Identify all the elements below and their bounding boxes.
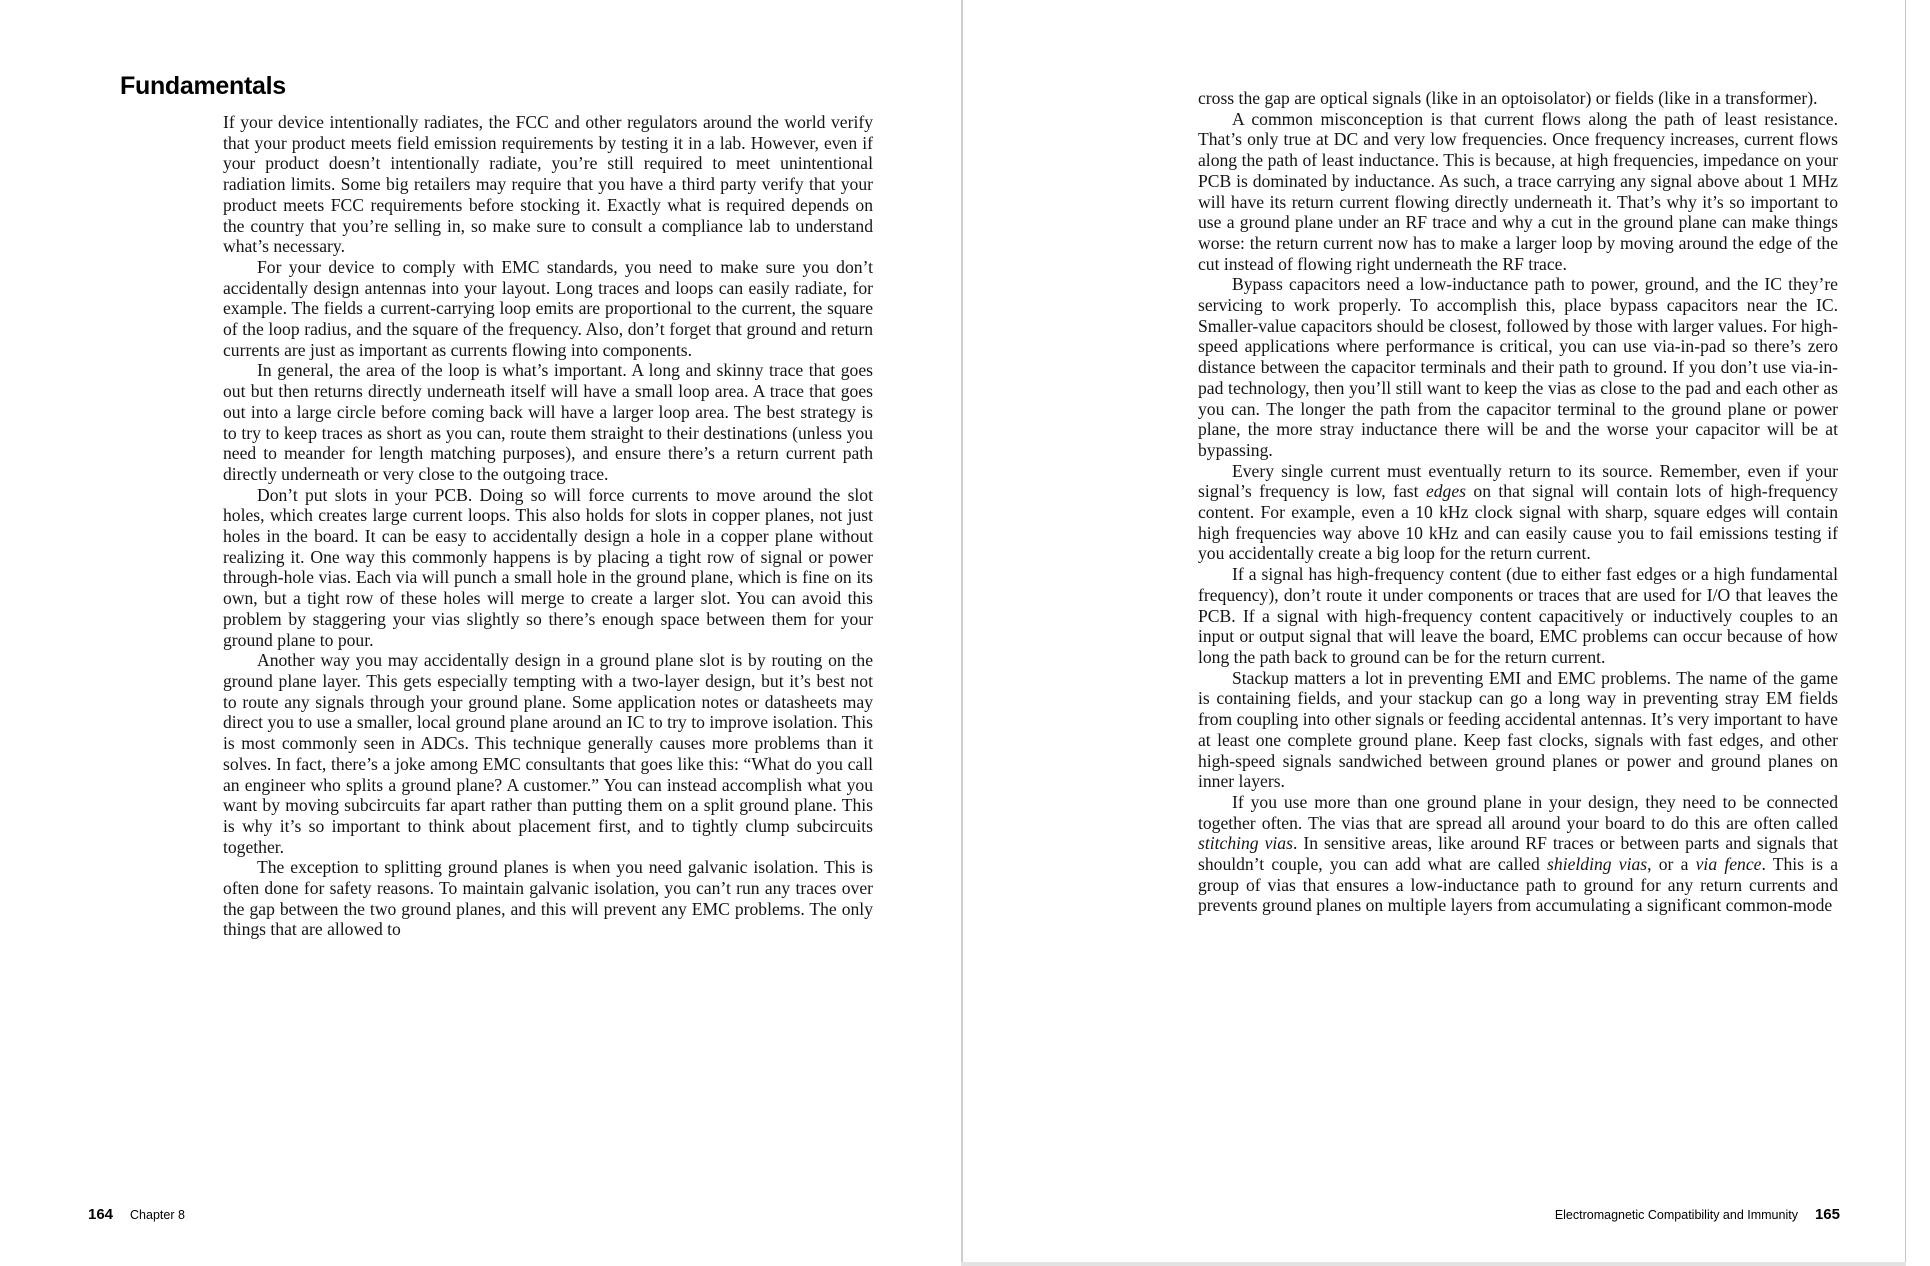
page-edge-line (1905, 0, 1906, 1266)
section-heading: Fundamentals (120, 72, 286, 100)
page-number-left: 164 (88, 1206, 114, 1223)
text-column-right (1198, 88, 1838, 916)
running-head-left: Chapter 8 (130, 1208, 185, 1222)
paragraph: The exception to splitting ground planes is when you need galvanic isolation. This is often done for safety reasons. To maintain galvanic isolation, you can’t run any traces over the gap between the two ground planes, and this will prevent any EMC problems. The only things that are allowed to (223, 857, 873, 940)
paragraph: If your device intentionally radiates, the FCC and other regulators around the world verify that your product meets field emission requirements by testing it in a lab. However, even if your product doesn’t intentionally radiate, you’re still required to meet unintentional radiation limits. Some big retailers may require that you have a third party verify that your product meets FCC requirements before stocking it. Exactly what is required depends on the country that you’re selling in, so make sure to consult a compliance lab to understand what’s necessary. (223, 112, 873, 257)
paragraph: If a signal has high-frequency content (due to either fast edges or a high fundamental frequency), don’t route it under components or traces that are used for I/O that leaves the PCB. If a signal with high-frequency content capacitively or inductively couples to an input or output signal that will leave the board, EMC problems can occur because of how long the path back to ground can be for the return current. (1198, 564, 1838, 667)
page-bottom-edge (961, 1262, 1906, 1266)
paragraph: Bypass capacitors need a low-inductance path to power, ground, and the IC they’re servicing to work properly. To accomplish this, place bypass capacitors near the IC. Smaller-value capacitors should be closest, followed by those with larger values. For high-speed applications where performance is critical, you can use via-in-pad so there’s zero distance between the capacitor terminals and their path to ground. If you don’t use via-in-pad technology, then you’ll still want to keep the vias as close to the pad and each other as you can. The longer the path from the capacitor terminal to the ground plane or power plane, the more stray inductance there will be and the worse your capacitor will be at bypassing. (1198, 274, 1838, 460)
footer-left (88, 1206, 185, 1223)
page-number-right: 165 (1814, 1206, 1840, 1223)
page-gutter-divider (961, 0, 963, 1266)
paragraph: Stackup matters a lot in preventing EMI and EMC problems. The name of the game is containing fields, and your stackup can go a long way in preventing stray EM fields from coupling into other signals or feeding accidental antennas. It’s very important to have at least one complete ground plane. Keep fast clocks, signals with fast edges, and other high-speed signals sandwiched between ground planes or power and ground planes on inner layers. (1198, 667, 1838, 792)
paragraph: cross the gap are optical signals (like in an optoisolator) or fields (like in a transformer). (1198, 88, 1818, 108)
paragraph: If you use more than one ground plane in your design, they need to be connected together often. The vias that are spread all around your board to do this are often called stitching vias. In sensitive areas, like around RF traces or between parts and signals that shouldn’t couple, you can add what are called shielding vias, or a via fence. This is a group of vias that ensures a low-inductance path to ground for any return currents and prevents ground planes on multiple layers from accumulating a significant common-mode (1198, 791, 1838, 916)
paragraph: A common misconception is that current flows along the path of least resistance. That’s only true at DC and very low frequencies. Once frequency increases, current flows along the path of least inductance. This is because, at high frequencies, impedance on your PCB is dominated by inductance. As such, a trace carrying any signal above about 1 MHz will have its return current flowing directly underneath it. That’s why it’s so important to use a ground plane under an RF trace and why a cut in the ground plane can make things worse: the return current now has to make a larger loop by moving around the edge of the cut instead of flowing right underneath the RF trace. (1198, 108, 1838, 274)
running-head-right: Electromagnetic Compatibility and Immunity (1554, 1208, 1798, 1222)
paragraph: In general, the area of the loop is what’s important. A long and skinny trace that goes out but then returns directly underneath itself will have a small loop area. A trace that goes out into a large circle before coming back will have a larger loop area. The best strategy is to try to keep traces as short as you can, route them straight to their destinations (unless you need to meander for length matching purposes), and ensure there’s a return current path directly underneath or very close to the outgoing trace. (223, 360, 873, 484)
text-column-left (223, 112, 873, 940)
paragraph: Another way you may accidentally design in a ground plane slot is by routing on the ground plane layer. This gets especially tempting with a two-layer design, but it’s best not to route any signals through your ground plane. Some application notes or datasheets may direct you to use a smaller, local ground plane around an IC to try to improve isolation. This is most commonly seen in ADCs. This technique generally causes more problems than it solves. In fact, there’s a joke among EMC consultants that goes like this: “What do you call an engineer who splits a ground plane? A customer.” You can instead accomplish what you want by moving subcircuits far apart rather than putting them on a split ground plane. This is why it’s so important to think about placement first, and to tightly clump subcircuits together. (223, 650, 873, 857)
paragraph: Every single current must eventually return to its source. Remember, even if your signal’s frequency is low, fast edges on that signal will contain lots of high-frequency content. For example, even a 10 kHz clock signal with sharp, square edges will contain high frequencies way above 10 kHz and can easily cause you to fail emissions testing if you accidentally create a big loop for the return current. (1198, 460, 1838, 564)
paragraph: Don’t put slots in your PCB. Doing so will force currents to move around the slot holes, which creates large current loops. This also holds for slots in copper planes, not just holes in the board. It can be easy to accidentally design a hole in a copper plane without realizing it. One way this commonly happens is by placing a tight row of signal or power through-hole vias. Each via will punch a small hole in the ground plane, which is fine on its own, but a tight row of these holes will merge to create a larger slot. You can avoid this problem by staggering your vias slightly so there’s enough space between them for your ground plane to pour. (223, 484, 873, 650)
footer-right (1555, 1206, 1840, 1223)
paragraph: For your device to comply with EMC standards, you need to make sure you don’t accidentally design antennas into your layout. Long traces and loops can easily radiate, for example. The fields a current-carrying loop emits are proportional to the current, the square of the loop radius, and the square of the frequency. Also, don’t forget that ground and return currents are just as important as currents flowing into components. (223, 256, 873, 360)
